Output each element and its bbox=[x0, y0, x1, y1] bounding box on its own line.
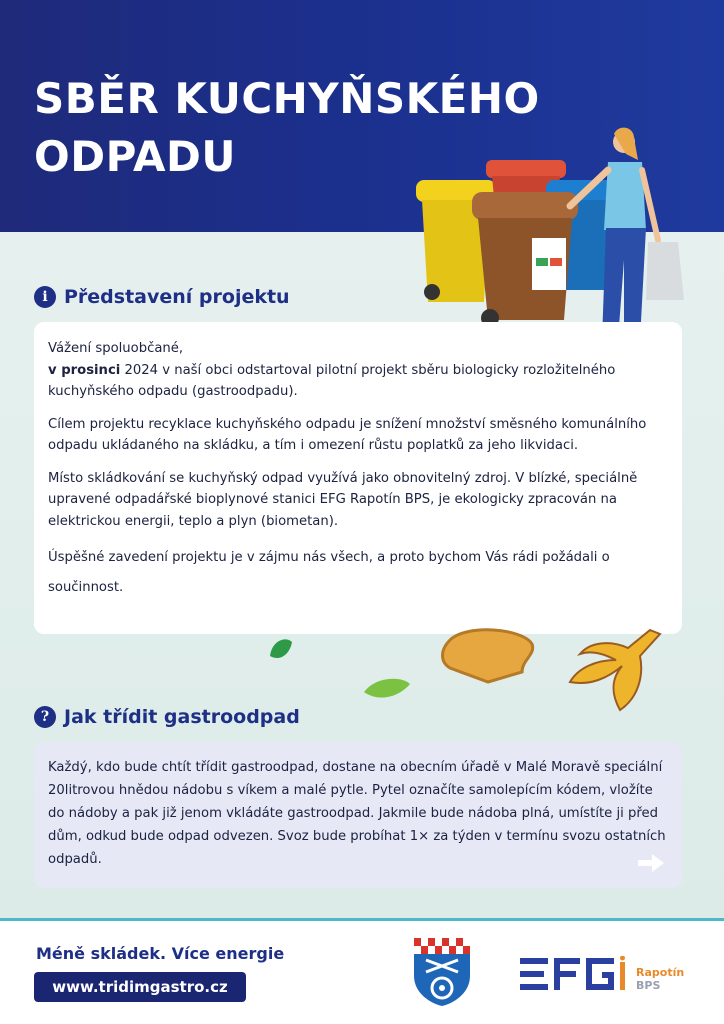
brown-bin-icon bbox=[472, 192, 578, 327]
website-link[interactable]: www.tridimgastro.cz bbox=[34, 972, 246, 1002]
section-heading-text: Jak třídit gastroodpad bbox=[64, 706, 300, 728]
info-icon: i bbox=[34, 286, 56, 308]
project-intro-card bbox=[34, 322, 682, 634]
banana-peel-icon bbox=[570, 630, 660, 710]
bread-icon bbox=[443, 630, 533, 682]
intro-text: 2024 v naší obci odstartoval pilotní projekt sběru biologicky rozložitelného kuchyňského odpadu (gastroodpadu). bbox=[48, 362, 616, 399]
section-heading-text: Představení projektu bbox=[64, 286, 290, 308]
greeting-text: Vážení spoluobčané, bbox=[48, 341, 184, 356]
slogan-text: Méně skládek. Více energie bbox=[36, 944, 285, 963]
howto-paragraph: Každý, kdo bude chtít třídit gastroodpad, dostane na obecním úřadě v Malé Moravě speciální 20litrovou hnědou nádobu s víkem a malé pytle. Pytel označíte samolepícím kódem, vložíte do nádoby a pak již jenom vkládáte gastroodpad. Jakmile bude nádoba plná, umístíte ji před dům, odkud bude odpad odvezen. Svoz bude probíhat 1× za týden v termínu svozu ostatních odpadů. bbox=[48, 760, 666, 867]
leaf-icon bbox=[270, 639, 292, 658]
food-waste-illustration bbox=[260, 620, 680, 720]
processing-paragraph: Místo skládkování se kuchyňský odpad využívá jako obnovitelný zdroj. V blízké, speciálně upravené odpadářské bioplynové stanici EFG Rapotín BPS, je ekologicky zpracován na elektrickou energii, teplo a plyn (biometan). bbox=[48, 470, 638, 529]
efg-logo-icon bbox=[520, 956, 630, 992]
title-line-1: SBĚR KUCHYŇSKÉHO bbox=[34, 74, 540, 123]
intro-paragraph-1 bbox=[48, 338, 668, 403]
leaf-icon-2 bbox=[364, 679, 410, 698]
partner-name bbox=[636, 966, 684, 992]
question-icon: ? bbox=[34, 706, 56, 728]
bins-illustration bbox=[410, 120, 710, 350]
partner-line-2: BPS bbox=[636, 979, 661, 992]
section-heading-howto bbox=[34, 706, 300, 728]
partner-line-1: Rapotín bbox=[636, 966, 685, 979]
section-heading-project bbox=[34, 286, 290, 308]
goal-paragraph: Cílem projektu recyklace kuchyňského odpadu je snížení množství směsného komunálního odpadu ukládaného na skládku, a tím i omezení růstu poplatků za jeho likvidaci. bbox=[48, 416, 647, 453]
howto-card bbox=[34, 742, 682, 888]
arrow-right-icon[interactable] bbox=[636, 852, 666, 874]
date-bold-text: v prosinci bbox=[48, 362, 121, 378]
title-line-2: ODPADU bbox=[34, 132, 236, 181]
cooperation-paragraph: Úspěšné zavedení projektu je v zájmu nás všech, a proto bychom Vás rádi požádali o součinnost. bbox=[48, 550, 610, 595]
coat-of-arms-icon bbox=[412, 936, 472, 1008]
